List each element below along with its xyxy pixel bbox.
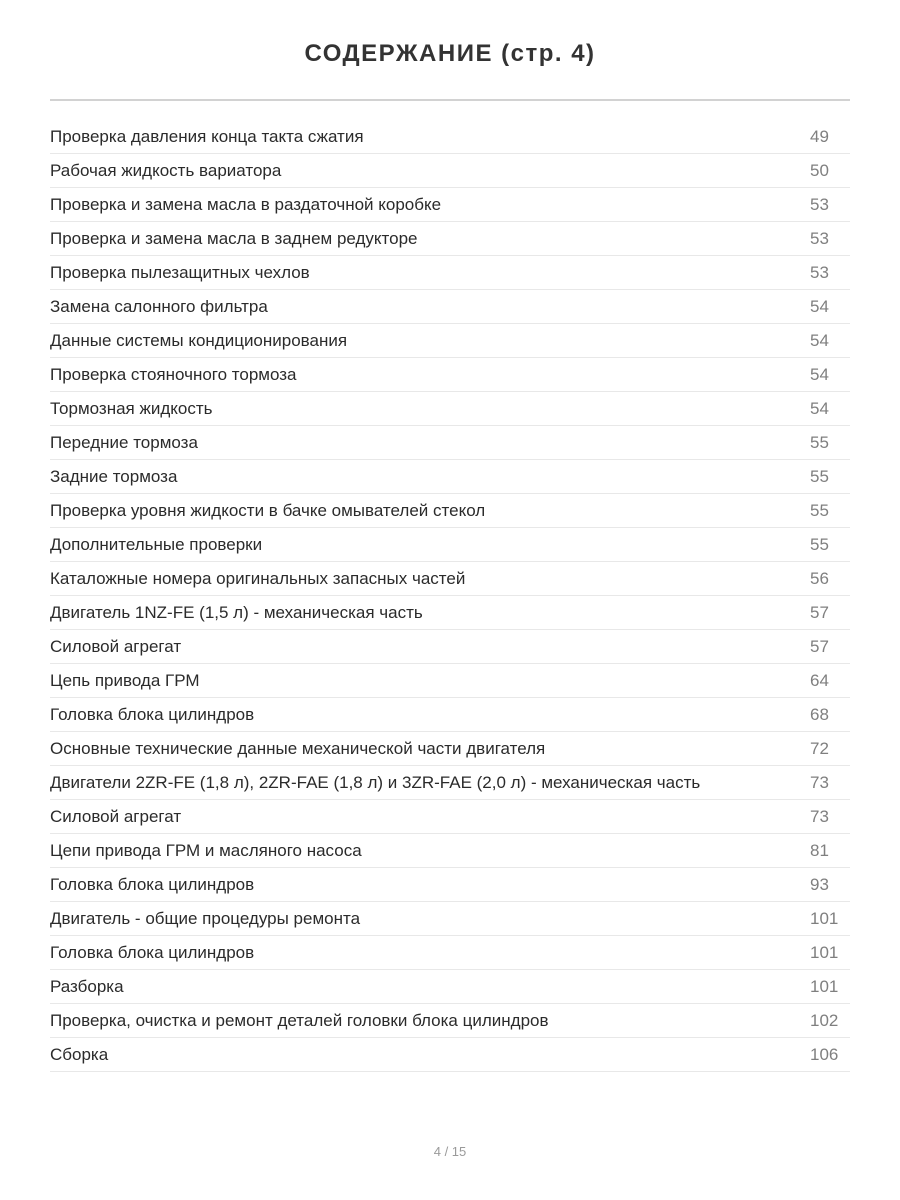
toc-entry-page: 101 xyxy=(810,976,839,996)
toc-entry-page: 53 xyxy=(810,262,829,282)
toc-entry-page: 55 xyxy=(810,500,829,520)
toc-entry-title: Данные системы кондиционирования xyxy=(50,330,348,350)
toc-entry-title: Силовой агрегат xyxy=(50,636,182,656)
toc-entry-title: Проверка пылезащитных чехлов xyxy=(50,262,310,282)
toc-row[interactable] xyxy=(50,392,850,426)
toc-row[interactable] xyxy=(50,154,850,188)
toc-row[interactable] xyxy=(50,358,850,392)
toc-entry-title: Рабочая жидкость вариатора xyxy=(50,160,282,180)
toc-entry-page: 55 xyxy=(810,466,829,486)
toc-entry-title: Каталожные номера оригинальных запасных частей xyxy=(50,568,466,588)
toc-row[interactable] xyxy=(50,800,850,834)
toc-row[interactable] xyxy=(50,256,850,290)
toc-row[interactable] xyxy=(50,1004,850,1038)
toc-entry-title: Проверка давления конца такта сжатия xyxy=(50,126,364,146)
toc-row[interactable] xyxy=(50,426,850,460)
toc-entry-title: Тормозная жидкость xyxy=(50,398,213,418)
toc-entry-page: 55 xyxy=(810,432,829,452)
toc-entry-page: 106 xyxy=(810,1044,839,1064)
toc-entry-page: 72 xyxy=(810,738,829,758)
toc-row[interactable] xyxy=(50,596,850,630)
toc-entry-title: Двигатель 1NZ-FE (1,5 л) - механическая часть xyxy=(50,602,423,622)
table-of-contents xyxy=(50,120,850,1072)
toc-entry-page: 73 xyxy=(810,772,829,792)
toc-row[interactable] xyxy=(50,834,850,868)
toc-entry-page: 53 xyxy=(810,194,829,214)
toc-row[interactable] xyxy=(50,562,850,596)
toc-entry-page: 50 xyxy=(810,160,829,180)
toc-entry-title: Проверка, очистка и ремонт деталей головки блока цилиндров xyxy=(50,1010,549,1030)
toc-row[interactable] xyxy=(50,460,850,494)
toc-entry-page: 102 xyxy=(810,1010,839,1030)
toc-row[interactable] xyxy=(50,120,850,154)
toc-entry-page: 54 xyxy=(810,364,829,384)
toc-entry-page: 57 xyxy=(810,602,829,622)
toc-entry-title: Проверка и замена масла в заднем редукторе xyxy=(50,228,418,248)
toc-entry-title: Сборка xyxy=(50,1044,109,1064)
toc-entry-title: Замена салонного фильтра xyxy=(50,296,268,316)
toc-row[interactable] xyxy=(50,324,850,358)
toc-entry-page: 54 xyxy=(810,398,829,418)
toc-row[interactable] xyxy=(50,970,850,1004)
toc-entry-page: 101 xyxy=(810,908,839,928)
toc-row[interactable] xyxy=(50,766,850,800)
toc-row[interactable] xyxy=(50,698,850,732)
toc-entry-page: 73 xyxy=(810,806,829,826)
toc-entry-title: Цепь привода ГРМ xyxy=(50,670,200,690)
title-divider xyxy=(50,99,850,101)
toc-entry-title: Проверка и замена масла в раздаточной коробке xyxy=(50,194,442,214)
toc-entry-title: Двигатель - общие процедуры ремонта xyxy=(50,908,361,928)
toc-row[interactable] xyxy=(50,222,850,256)
toc-entry-title: Проверка стояночного тормоза xyxy=(50,364,297,384)
toc-entry-title: Разборка xyxy=(50,976,124,996)
toc-row[interactable] xyxy=(50,290,850,324)
toc-entry-title: Двигатели 2ZR-FE (1,8 л), 2ZR-FAE (1,8 л) и 3ZR-FAE (2,0 л) - механическая часть xyxy=(50,772,701,792)
toc-entry-page: 53 xyxy=(810,228,829,248)
toc-entry-title: Задние тормоза xyxy=(50,466,178,486)
toc-row[interactable] xyxy=(50,494,850,528)
toc-entry-title: Головка блока цилиндров xyxy=(50,942,255,962)
toc-row[interactable] xyxy=(50,188,850,222)
toc-entry-page: 68 xyxy=(810,704,829,724)
toc-row[interactable] xyxy=(50,630,850,664)
toc-entry-title: Передние тормоза xyxy=(50,432,198,452)
toc-row[interactable] xyxy=(50,528,850,562)
toc-entry-page: 54 xyxy=(810,330,829,350)
toc-entry-page: 101 xyxy=(810,942,839,962)
toc-entry-page: 57 xyxy=(810,636,829,656)
toc-entry-page: 93 xyxy=(810,874,829,894)
toc-entry-title: Дополнительные проверки xyxy=(50,534,263,554)
toc-row[interactable] xyxy=(50,664,850,698)
toc-entry-page: 81 xyxy=(810,840,829,860)
toc-entry-title: Головка блока цилиндров xyxy=(50,874,255,894)
toc-entry-title: Основные технические данные механической части двигателя xyxy=(50,738,546,758)
toc-row[interactable] xyxy=(50,1038,850,1072)
toc-entry-title: Проверка уровня жидкости в бачке омывателей стекол xyxy=(50,500,486,520)
toc-entry-page: 56 xyxy=(810,568,829,588)
page-title: СОДЕРЖАНИЕ (стр. 4) xyxy=(304,40,596,67)
toc-row[interactable] xyxy=(50,902,850,936)
toc-entry-title: Головка блока цилиндров xyxy=(50,704,255,724)
toc-entry-page: 55 xyxy=(810,534,829,554)
toc-row[interactable] xyxy=(50,732,850,766)
toc-entry-page: 49 xyxy=(810,126,829,146)
toc-entry-page: 64 xyxy=(810,670,829,690)
toc-entry-page: 54 xyxy=(810,296,829,316)
toc-row[interactable] xyxy=(50,868,850,902)
toc-entry-title: Силовой агрегат xyxy=(50,806,182,826)
page-indicator: 4 / 15 xyxy=(433,1144,467,1159)
toc-row[interactable] xyxy=(50,936,850,970)
toc-entry-title: Цепи привода ГРМ и масляного насоса xyxy=(50,840,362,860)
